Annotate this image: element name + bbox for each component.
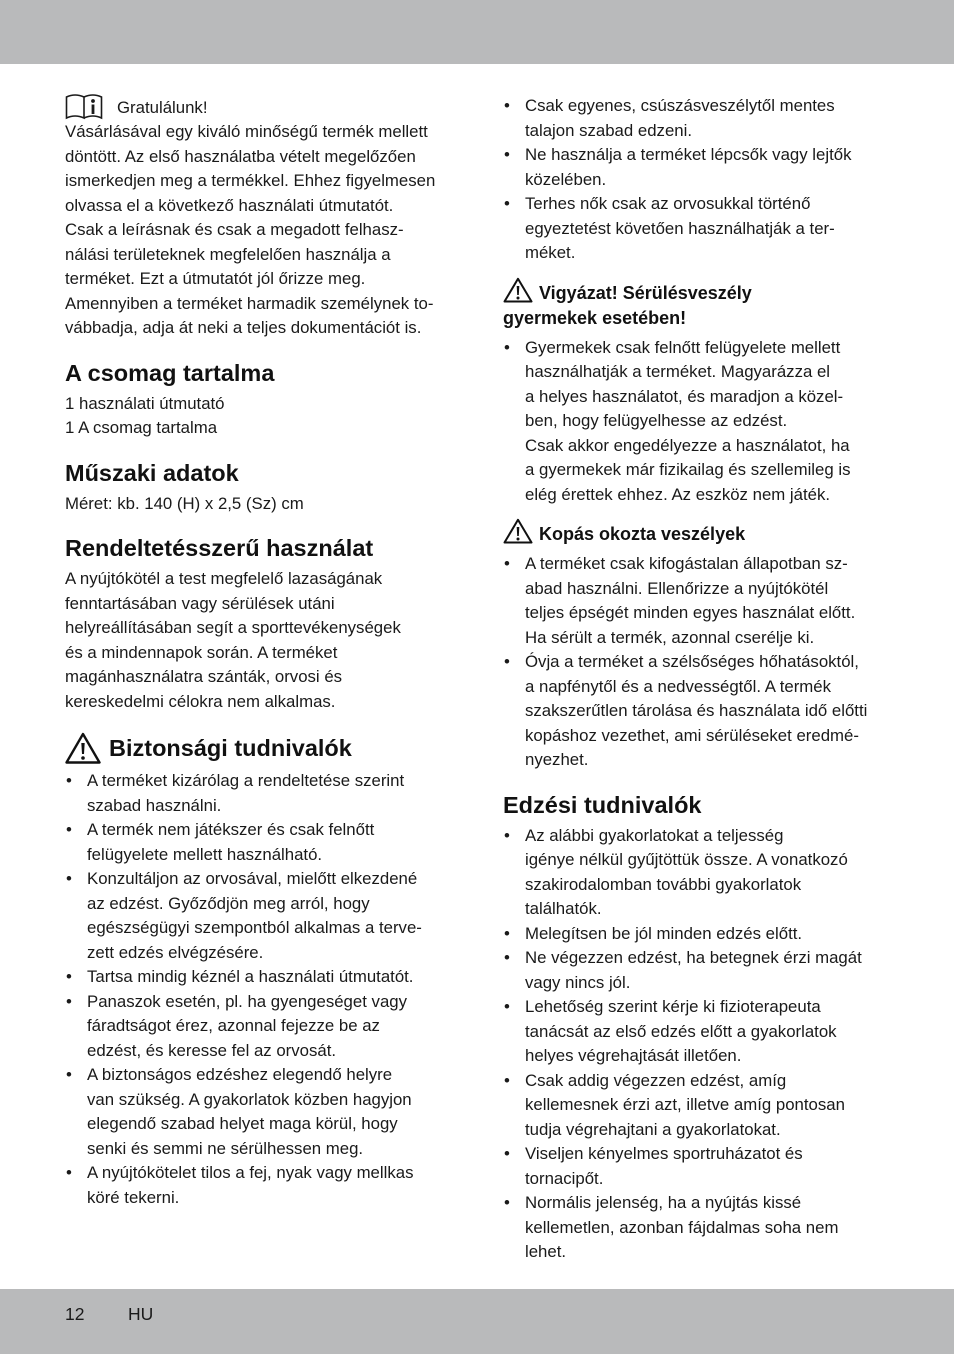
intro-line: terméket. Ezt a útmutatót jól őrizze meg.	[65, 269, 366, 288]
right-column	[503, 94, 895, 1265]
list-item-line: az edzést. Győződjön meg arról, hogy	[87, 893, 370, 913]
safety-heading-row	[65, 732, 457, 764]
list-item-line: elég érettek ehhez. Az eszköz nem játék.	[525, 484, 831, 504]
list-item-line: edzést, és keresse fel az orvosát.	[87, 1040, 337, 1060]
list-item-line: szakirodalomban további gyakorlatok	[525, 874, 802, 894]
intended-use-line: fenntartásában vagy sérülések utáni	[65, 593, 335, 613]
intro-line: Vásárlásával egy kiváló minőségű termék mellett	[65, 122, 428, 141]
list-item	[65, 769, 457, 818]
list-item	[65, 990, 457, 1064]
list-item-line: • Terhes nők csak az orvosukkal történő	[525, 194, 811, 213]
intro-heading-row	[65, 94, 457, 120]
list-item-line: • Ne végezzen edzést, ha betegnek érzi magát	[525, 948, 862, 967]
list-item	[503, 946, 895, 995]
intended-use-line: kereskedelmi célokra nem alkalmas.	[65, 691, 336, 711]
list-item-line: ben, hogy felügyelhesse az edzést.	[525, 411, 788, 430]
list-item-line: • Csak addig végezzen edzést, amíg	[525, 1070, 787, 1090]
intro-line: nálási területeknek megfelelően használja a	[65, 244, 391, 264]
children-warning-title-line2: gyermekek esetében!	[503, 307, 687, 328]
list-item	[65, 867, 457, 965]
list-item	[65, 1161, 457, 1210]
list-item-line: • Konzultáljon az orvosával, mielőtt elkezdené	[87, 869, 418, 888]
list-item-line: tanácsát az első edzés előtt a gyakorlatok	[525, 1021, 837, 1041]
list-item-line: helyes végrehajtását illetően.	[525, 1046, 742, 1065]
list-item	[65, 1063, 457, 1161]
list-item-line: elegendő szabad helyet maga körül, hogy	[87, 1114, 398, 1133]
book-info-icon	[65, 94, 103, 120]
intro-line: döntött. Az első használatba vételt megelőzően	[65, 146, 416, 166]
list-item-line: • Panaszok esetén, pl. ha gyengeséget vagy	[87, 991, 407, 1011]
list-item-line: • Ne használja a terméket lépcsők vagy lejtők	[525, 145, 852, 164]
list-item-line: közelében.	[525, 169, 607, 189]
list-item-line: igénye nélkül gyűjtöttük össze. A vonatkozó	[525, 850, 848, 869]
list-item-line: a napfénytől és a nedvességtől. A termék	[525, 676, 831, 696]
children-warning-title	[503, 277, 895, 306]
list-item	[503, 192, 895, 266]
list-item	[65, 818, 457, 867]
list-item-line: vagy nincs jól.	[525, 972, 631, 992]
language-code: HU	[128, 1304, 154, 1324]
list-item-line: tornacipőt.	[525, 1168, 604, 1188]
list-item	[503, 650, 895, 773]
list-item-line: • A terméket kizárólag a rendeltetése szerint	[87, 771, 405, 790]
list-item	[503, 1142, 895, 1191]
safety-list	[65, 769, 457, 1210]
children-warning-title-line1: Vigyázat! Sérülésveszély	[539, 282, 752, 303]
list-item-line: fáradtságot érez, azonnal fejezze be az	[87, 1016, 380, 1035]
list-item-line: van szükség. A gyakorlatok közben hagyjon	[87, 1089, 412, 1109]
children-warning-list	[503, 336, 895, 508]
intro-text	[65, 120, 457, 341]
list-item	[503, 143, 895, 192]
list-item-line: talajon szabad edzeni.	[525, 120, 693, 140]
package-item: 1 használati útmutató	[65, 393, 225, 413]
list-item-line: Csak akkor engedélyezze a használatot, ha	[525, 435, 850, 455]
list-item	[503, 922, 895, 947]
specs-title: Műszaki adatok	[65, 459, 239, 486]
list-item-line: a helyes használatot, és maradjon a közel-	[525, 386, 844, 406]
list-item	[65, 965, 457, 990]
list-item-line: felügyelete mellett használható.	[87, 844, 323, 864]
list-item-line: teljes épségét minden egyes használat előtt.	[525, 603, 856, 622]
list-item-line: • A termék nem játékszer és csak felnőtt	[87, 820, 375, 839]
list-item-line: egyeztetést követően használhatják a ter-	[525, 218, 835, 238]
list-item-line: • Lehetőség szerint kérje ki fizioterapeuta	[525, 997, 821, 1016]
wear-list	[503, 552, 895, 773]
list-item-line: egészségügyi szempontból alkalmas a terve-	[87, 918, 422, 937]
list-item-line: • Az alábbi gyakorlatokat a teljesség	[525, 825, 784, 845]
warning-triangle-icon	[503, 518, 533, 544]
list-item	[503, 336, 895, 508]
wear-title: Kopás okozta veszélyek	[539, 524, 746, 544]
list-item-line: • A biztonságos edzéshez elegendő helyre	[87, 1065, 393, 1084]
training-title: Edzési tudnivalók	[503, 791, 702, 818]
intro-heading: Gratulálunk!	[117, 97, 208, 117]
intro-line: Amennyiben a terméket harmadik személynek to-	[65, 293, 434, 313]
intended-use-line: és a mindennapok során. A terméket	[65, 642, 338, 662]
list-item-line: • Viseljen kényelmes sportruházatot és	[525, 1144, 803, 1163]
intro-line: vábbadja, adja át neki a teljes dokumentációt is.	[65, 318, 422, 337]
list-item-line: • Normális jelenség, ha a nyújtás kissé	[525, 1193, 802, 1212]
list-item	[503, 552, 895, 650]
list-item-line: • Óvja a terméket a szélsőséges hőhatásoktól,	[525, 652, 859, 671]
list-item-line: lehet.	[525, 1242, 567, 1261]
left-column	[65, 94, 457, 1210]
intro-line: olvassa el a következő használati útmutatót.	[65, 195, 394, 215]
list-item-line: nyezhet.	[525, 750, 589, 769]
package-item: 1 A csomag tartalma	[65, 418, 218, 437]
list-item	[503, 1069, 895, 1143]
list-item-line: • Tartsa mindig kéznél a használati útmutatót.	[87, 967, 414, 986]
warning-triangle-icon	[65, 732, 101, 764]
wear-title-row	[503, 518, 895, 547]
list-item-line: • Gyermekek csak felnőtt felügyelete mellett	[525, 337, 841, 357]
intended-use-title: Rendeltetésszerű használat	[65, 535, 374, 561]
list-item-line: • A terméket csak kifogástalan állapotban sz-	[525, 554, 848, 573]
list-item-line: tudja végrehajtani a gyakorlatokat.	[525, 1119, 781, 1139]
package-title: A csomag tartalma	[65, 359, 275, 386]
safety-title: Biztonsági tudnivalók	[109, 735, 352, 761]
list-item-line: kellemetlen, azonban fájdalmas soha nem	[525, 1217, 839, 1237]
list-item-line: • A nyújtókötelet tilos a fej, nyak vagy mellkas	[87, 1163, 414, 1182]
right-top-list	[503, 94, 895, 266]
header-band	[0, 0, 954, 64]
intended-use-line: A nyújtókötél a test megfelelő lazaságának	[65, 569, 383, 588]
list-item-line: kellemesnek érzi azt, illetve amíg pontosan	[525, 1095, 845, 1114]
list-item	[503, 94, 895, 143]
list-item-line: használhatják a terméket. Magyarázza el	[525, 362, 831, 381]
list-item-line: a gyermekek már fizikailag és szellemileg is	[525, 460, 851, 479]
list-item-line: • Melegítsen be jól minden edzés előtt.	[525, 923, 803, 943]
list-item-line: abad használni. Ellenőrizze a nyújtókötél	[525, 578, 829, 598]
intended-use-line: helyreállításában segít a sporttevékenységek	[65, 618, 401, 637]
list-item-line: méket.	[525, 243, 576, 262]
list-item-line: Ha sérült a termék, azonnal cserélje ki.	[525, 627, 815, 647]
page-number: 12	[65, 1304, 85, 1324]
list-item-line: találhatók.	[525, 899, 602, 918]
training-list	[503, 824, 895, 1265]
specs-size: Méret: kb. 140 (H) x 2,5 (Sz) cm	[65, 493, 304, 513]
intro-line: ismerkedjen meg a termékkel. Ehhez figyelmesen	[65, 171, 436, 190]
list-item	[503, 995, 895, 1069]
intro-line: Csak a leírásnak és csak a megadott felhasz-	[65, 220, 404, 239]
list-item-line: köré tekerni.	[87, 1187, 180, 1207]
list-item-line: • Csak egyenes, csúszásveszélytől mentes	[525, 96, 835, 115]
list-item-line: kopáshoz vezethet, ami sérüléseket eredmé-	[525, 725, 859, 745]
list-item-line: zett edzés elvégzésére.	[87, 942, 264, 962]
intended-use-line: magánhasználatra szánták, orvosi és	[65, 667, 343, 686]
list-item-line: szabad használni.	[87, 795, 222, 815]
list-item-line: szakszerűtlen tárolása és használata idő előtti	[525, 701, 868, 720]
list-item	[503, 824, 895, 922]
list-item-line: senki és semmi ne sérülhessen meg.	[87, 1138, 364, 1158]
warning-triangle-icon	[503, 277, 533, 303]
list-item	[503, 1191, 895, 1265]
